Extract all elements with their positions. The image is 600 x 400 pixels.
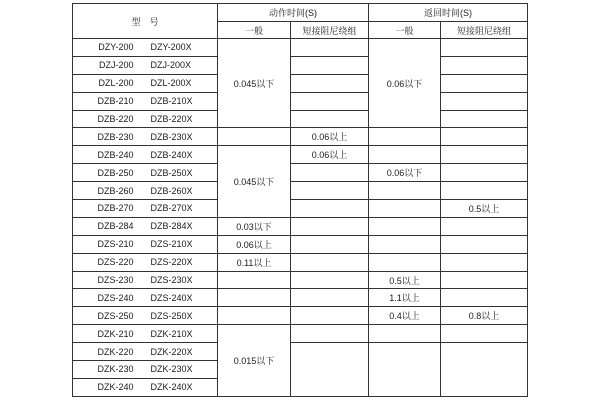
table-row bbox=[73, 271, 528, 289]
value-cell bbox=[369, 325, 441, 343]
header-action-damped-winding: 短接阻尼绕组 bbox=[291, 22, 369, 39]
value-cell bbox=[441, 128, 528, 146]
model-cell bbox=[73, 361, 218, 379]
value-cell bbox=[291, 110, 369, 128]
value-cell bbox=[291, 217, 369, 235]
model-number: DZK-240 bbox=[97, 382, 134, 393]
value-cell: 0.5以上 bbox=[441, 200, 528, 218]
value-cell bbox=[441, 110, 528, 128]
model-number: DZB-250 bbox=[97, 167, 134, 178]
model-number: DZS-210 bbox=[97, 239, 134, 250]
value-cell bbox=[441, 343, 528, 397]
table-row bbox=[73, 182, 528, 200]
model-cell bbox=[73, 325, 218, 343]
value-cell: 0.015以下 bbox=[218, 325, 291, 397]
spec-table-body bbox=[73, 39, 528, 397]
model-number: DZS-220 bbox=[97, 257, 134, 268]
table-row bbox=[73, 56, 528, 74]
value-cell bbox=[291, 200, 369, 218]
model-pair bbox=[73, 78, 217, 88]
value-cell bbox=[369, 128, 441, 146]
value-cell bbox=[218, 307, 291, 325]
value-cell bbox=[441, 182, 528, 200]
model-cell bbox=[73, 343, 218, 361]
value-cell bbox=[441, 325, 528, 343]
value-cell bbox=[441, 164, 528, 182]
header-action-time: 动作时间(S) bbox=[218, 4, 369, 22]
value-cell bbox=[441, 74, 528, 92]
model-cell bbox=[73, 289, 218, 307]
model-number: DZB-284X bbox=[150, 221, 193, 232]
value-cell bbox=[291, 56, 369, 74]
model-number: DZB-284 bbox=[97, 221, 134, 232]
value-cell: 0.06以上 bbox=[291, 128, 369, 146]
model-cell bbox=[73, 378, 218, 396]
value-cell bbox=[291, 235, 369, 253]
table-row bbox=[73, 39, 528, 57]
value-cell bbox=[369, 182, 441, 200]
value-cell bbox=[441, 235, 528, 253]
model-number: DZK-230X bbox=[150, 364, 193, 375]
model-cell bbox=[73, 307, 218, 325]
model-cell bbox=[73, 182, 218, 200]
value-cell: 0.045以下 bbox=[218, 39, 291, 128]
model-number: DZS-240 bbox=[97, 292, 134, 303]
value-cell bbox=[441, 217, 528, 235]
value-cell: 0.06以上 bbox=[218, 235, 291, 253]
model-cell bbox=[73, 164, 218, 182]
value-cell bbox=[369, 146, 441, 164]
value-cell bbox=[369, 217, 441, 235]
model-pair bbox=[73, 96, 217, 106]
model-number: DZL-200X bbox=[150, 78, 192, 89]
value-cell: 1.1以上 bbox=[369, 289, 441, 307]
model-cell bbox=[73, 74, 218, 92]
value-cell bbox=[441, 289, 528, 307]
model-number: DZK-210 bbox=[97, 328, 134, 339]
header-row-groups bbox=[73, 4, 528, 22]
value-cell: 0.11以上 bbox=[218, 253, 291, 271]
table-row bbox=[73, 343, 528, 361]
value-cell: 0.045以下 bbox=[218, 146, 291, 218]
value-cell bbox=[291, 74, 369, 92]
value-cell: 0.06以上 bbox=[291, 146, 369, 164]
model-pair bbox=[73, 203, 217, 213]
table-row bbox=[73, 200, 528, 218]
model-number: DZB-260 bbox=[97, 185, 134, 196]
model-number: DZS-220X bbox=[150, 257, 193, 268]
model-number: DZS-210X bbox=[150, 239, 193, 250]
value-cell bbox=[369, 253, 441, 271]
model-number: DZS-250 bbox=[97, 310, 134, 321]
value-cell bbox=[369, 343, 441, 397]
model-number: DZB-230X bbox=[150, 131, 193, 142]
model-cell bbox=[73, 110, 218, 128]
model-pair bbox=[73, 114, 217, 124]
value-cell bbox=[291, 253, 369, 271]
model-number: DZB-240 bbox=[97, 149, 134, 160]
model-number: DZS-250X bbox=[150, 310, 193, 321]
table-row bbox=[73, 74, 528, 92]
value-cell: 0.06以下 bbox=[369, 39, 441, 128]
model-cell bbox=[73, 271, 218, 289]
model-number: DZB-240X bbox=[150, 149, 193, 160]
value-cell bbox=[291, 39, 369, 57]
model-cell bbox=[73, 235, 218, 253]
header-action-general: 一般 bbox=[218, 22, 291, 39]
value-cell bbox=[441, 56, 528, 74]
model-cell bbox=[73, 128, 218, 146]
value-cell bbox=[441, 39, 528, 57]
model-pair bbox=[73, 221, 217, 231]
model-number: DZB-220 bbox=[97, 114, 134, 124]
model-pair bbox=[73, 293, 217, 303]
model-number: DZB-270 bbox=[97, 203, 134, 214]
model-number: DZB-250X bbox=[150, 167, 193, 178]
model-number: DZK-220 bbox=[97, 346, 134, 357]
value-cell bbox=[369, 200, 441, 218]
model-number: DZK-240X bbox=[150, 382, 193, 393]
header-return-damped-winding: 短接阻尼绕组 bbox=[441, 22, 528, 39]
model-number: DZB-210 bbox=[97, 96, 134, 107]
model-number: DZB-270X bbox=[150, 203, 193, 214]
model-pair bbox=[73, 186, 217, 196]
table-row bbox=[73, 325, 528, 343]
value-cell: 0.06以下 bbox=[369, 164, 441, 182]
model-pair bbox=[73, 132, 217, 142]
model-pair bbox=[73, 239, 217, 249]
model-pair bbox=[73, 168, 217, 178]
spec-table bbox=[72, 3, 528, 397]
model-cell bbox=[73, 56, 218, 74]
model-pair bbox=[73, 257, 217, 267]
model-number: DZB-230 bbox=[97, 131, 134, 142]
model-pair bbox=[73, 275, 217, 285]
model-number: DZY-200X bbox=[150, 42, 192, 53]
value-cell bbox=[218, 271, 291, 289]
model-number: DZL-200 bbox=[98, 78, 134, 89]
model-number: DZS-240X bbox=[150, 292, 193, 303]
header-model: 型 号 bbox=[73, 4, 218, 39]
model-cell bbox=[73, 146, 218, 164]
model-number: DZY-200 bbox=[98, 42, 134, 53]
value-cell: 0.4以上 bbox=[369, 307, 441, 325]
model-pair bbox=[73, 347, 217, 357]
model-pair bbox=[73, 364, 217, 374]
model-cell bbox=[73, 253, 218, 271]
value-cell bbox=[291, 289, 369, 307]
model-number: DZB-260X bbox=[150, 185, 193, 196]
value-cell bbox=[291, 325, 369, 343]
value-cell bbox=[218, 128, 291, 146]
model-pair bbox=[73, 311, 217, 321]
model-cell bbox=[73, 200, 218, 218]
value-cell bbox=[291, 343, 369, 397]
value-cell bbox=[369, 235, 441, 253]
table-row bbox=[73, 253, 528, 271]
model-pair bbox=[73, 329, 217, 339]
value-cell: 0.8以上 bbox=[441, 307, 528, 325]
value-cell bbox=[291, 182, 369, 200]
model-number: DZK-220X bbox=[150, 346, 193, 357]
model-number: DZB-220X bbox=[150, 114, 193, 124]
value-cell bbox=[441, 271, 528, 289]
table-row bbox=[73, 164, 528, 182]
model-number: DZS-230 bbox=[97, 275, 134, 286]
model-number: DZK-230 bbox=[97, 364, 134, 375]
value-cell bbox=[441, 92, 528, 110]
table-row bbox=[73, 110, 528, 128]
model-cell bbox=[73, 217, 218, 235]
model-number: DZB-210X bbox=[150, 96, 193, 107]
table-row bbox=[73, 92, 528, 110]
value-cell bbox=[291, 307, 369, 325]
model-number: DZK-210X bbox=[150, 328, 193, 339]
value-cell bbox=[441, 146, 528, 164]
header-return-time: 返回时间(S) bbox=[369, 4, 528, 22]
table-row bbox=[73, 235, 528, 253]
model-cell bbox=[73, 92, 218, 110]
value-cell: 0.5以上 bbox=[369, 271, 441, 289]
value-cell bbox=[441, 253, 528, 271]
model-pair bbox=[73, 382, 217, 392]
table-row bbox=[73, 128, 528, 146]
table-row bbox=[73, 146, 528, 164]
header-return-general: 一般 bbox=[369, 22, 441, 39]
table-row bbox=[73, 217, 528, 235]
model-cell bbox=[73, 39, 218, 57]
table-row bbox=[73, 307, 528, 325]
value-cell bbox=[291, 164, 369, 182]
value-cell bbox=[218, 289, 291, 307]
model-number: DZJ-200 bbox=[98, 60, 134, 71]
table-row bbox=[73, 289, 528, 307]
value-cell bbox=[291, 271, 369, 289]
model-pair bbox=[73, 42, 217, 52]
model-pair bbox=[73, 60, 217, 70]
model-number: DZJ-200X bbox=[150, 60, 192, 71]
value-cell bbox=[291, 92, 369, 110]
value-cell: 0.03以下 bbox=[218, 217, 291, 235]
model-pair bbox=[73, 150, 217, 160]
model-number: DZS-230X bbox=[150, 275, 193, 286]
